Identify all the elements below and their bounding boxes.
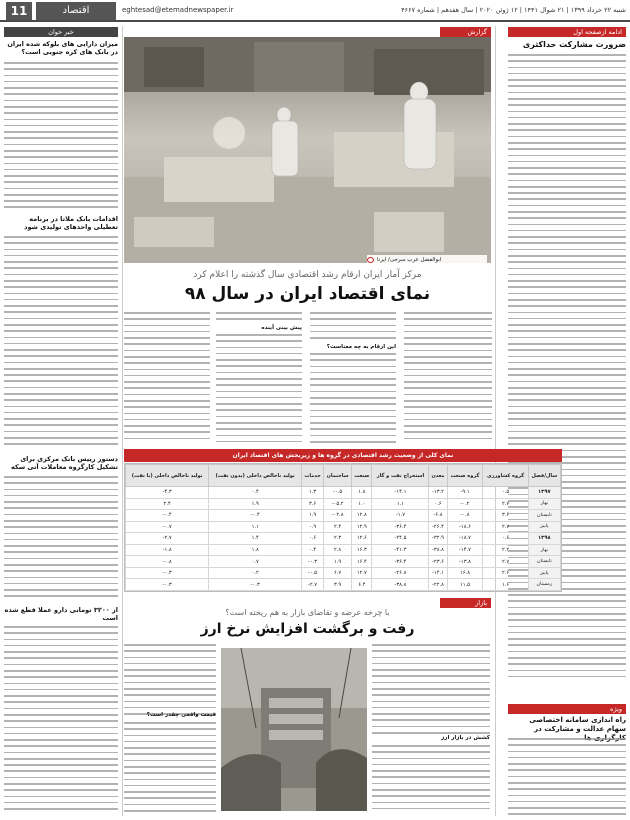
table-header-cell: تولید ناخالص داخلی (بدون نفت) [209, 465, 302, 487]
table-row [126, 556, 561, 568]
table-cell: ۲.۸ [324, 544, 352, 556]
table-cell: ۱۸.۷- [447, 533, 483, 545]
photo-caption-text: ابوالفضل عرب سرخی/ ایرنا [377, 257, 442, 263]
left-body [4, 236, 118, 450]
table-cell: ۲.۷- [302, 579, 324, 591]
left-body [4, 62, 118, 213]
table-period-cell: بهار [528, 498, 560, 510]
table-period-cell: پاییز [528, 567, 560, 579]
left-headline-3[interactable]: دستور رییس بانک مرکزی برای تشکیل کارگروه معاملات آتی سکه [11, 455, 118, 471]
table-cell: ۰.۷ [209, 556, 302, 568]
table-header-cell: استخراج نفت و گاز [372, 465, 429, 487]
table-cell: ۶.۷ [324, 567, 352, 579]
table-cell: ۱۲.۶ [352, 533, 372, 545]
column-divider [122, 26, 123, 816]
table-cell: ۶.۴ [352, 579, 372, 591]
right-bottom-headline[interactable]: راه اندازی سامانه اختصاصی سهام عدالت و مشارکت در [529, 716, 626, 733]
table-cell: ۰.۵- [324, 487, 352, 499]
table-cell: ۱۸.۶- [447, 521, 483, 533]
table-period-cell: پاییز [528, 521, 560, 533]
table-cell: ۱.۱ [372, 498, 429, 510]
table-header-cell: گروه صنعت [447, 465, 483, 487]
table-row [126, 544, 561, 556]
table-cell: ۰.۴- [209, 510, 302, 522]
table-cell: ۱۲.۸ [352, 510, 372, 522]
market-subhead-elasticity: کشش در بازار ارز [441, 735, 490, 741]
table-cell: ۲۳.۶- [429, 556, 447, 568]
subhead-meaning: این ارقام به چه معناست؟ [326, 344, 396, 350]
table-cell: ۳.۹ [324, 579, 352, 591]
table-cell: ۱۴.۱- [429, 567, 447, 579]
market-body-col [124, 644, 216, 719]
table-header-cell: ساختمان [324, 465, 352, 487]
table-period-cell: ۱۳۹۸ [528, 533, 560, 545]
table-cell: ۱۶.۴ [352, 556, 372, 568]
table-cell: ۲.۷ [483, 521, 528, 533]
article-body-col [216, 334, 302, 447]
left-body [4, 626, 118, 814]
table-cell: ۱.۳ [302, 487, 324, 499]
market-body-col [372, 644, 490, 738]
article-body-col [124, 312, 210, 444]
table-title: نمای کلی از وضعیت رشد اقتصادی در گروه ها و زیربخش های اقتصاد ایران [124, 449, 562, 462]
table-cell: ۱۱.۵ [447, 579, 483, 591]
table-period-cell: تابستان [528, 556, 560, 568]
table-cell: ۰.۳- [209, 579, 302, 591]
table-cell: ۰۲.۸- [324, 510, 352, 522]
camera-icon [367, 257, 374, 263]
table-cell: ۶.۸- [429, 510, 447, 522]
table-period-cell: ۱۳۹۷ [528, 487, 560, 499]
table-cell: ۰.۴ [302, 544, 324, 556]
table-cell: ۳۸.۸- [429, 544, 447, 556]
market-kicker: با چرخه عرضه و تقاضای بازار به هم ریخته است؟ [225, 608, 390, 617]
table-cell: ۳.۶ [483, 510, 528, 522]
table-cell: ۲۲.۸- [429, 579, 447, 591]
table-cell: ۰.۶ [429, 498, 447, 510]
left-headline-1[interactable]: میزان دارایی های بلوکه شده ایران در بانک های کره جنوبی است؟ [7, 40, 118, 56]
table-cell: ۱.۰ [352, 498, 372, 510]
gdp-table [124, 463, 562, 592]
table-cell: ۰.۶ [302, 533, 324, 545]
table-period-cell: بهار [528, 544, 560, 556]
table-cell: ۲.۷- [126, 533, 209, 545]
table-cell: ۱.۸- [126, 544, 209, 556]
table-cell: ۱۴.۱- [372, 487, 429, 499]
table-cell: ۳۲.۹- [429, 533, 447, 545]
table-cell: ۱.۸ [352, 487, 372, 499]
table-cell: ۳.۶ [302, 498, 324, 510]
article-body-col [310, 312, 396, 343]
photo-caption [367, 255, 487, 265]
table-cell: ۰.۴- [126, 510, 209, 522]
table-cell: ۰.۲- [447, 498, 483, 510]
table-cell: ۰.۳- [126, 567, 209, 579]
table-cell: ۲.۳ [324, 533, 352, 545]
table-cell: ۰.۲ [209, 567, 302, 579]
table-header-row [126, 465, 561, 487]
right-bottom-body [508, 738, 626, 820]
table-period-cell: زمستان [528, 579, 560, 591]
section-title: اقتصاد [36, 2, 116, 20]
main-photo [124, 37, 491, 263]
left-headline-2[interactable]: اقدامات بانک ملاتا در برنامه تعطیلی واحدهای تولیدی شود [24, 215, 118, 231]
table-cell: ۱۶.۸ [447, 567, 483, 579]
table-cell: ۱.۹ [209, 498, 302, 510]
table-row [126, 579, 561, 591]
table-cell: ۰.۳- [302, 556, 324, 568]
table-header-cell: معدن [429, 465, 447, 487]
table-cell: ۱.۷- [372, 510, 429, 522]
table-cell: ۱۳.۲- [429, 487, 447, 499]
table-cell: ۱۴.۷- [447, 544, 483, 556]
right-column-label: ادامه ازصفحه اول [508, 27, 626, 37]
table-cell: ۲۶.۴- [429, 521, 447, 533]
table-header-cell: تولید ناخالص داخلی (با نفت) [126, 465, 209, 487]
left-body [4, 476, 118, 602]
table-row [126, 567, 561, 579]
market-body-col [124, 722, 216, 816]
table-cell: ۰.۸- [126, 556, 209, 568]
table-row [126, 487, 561, 499]
table-cell: ۰.۶ [483, 533, 528, 545]
table-row [126, 521, 561, 533]
table-cell: ۲.۶ [483, 567, 528, 579]
table-cell: ۴.۳- [126, 487, 209, 499]
table-row [126, 510, 561, 522]
table-cell: ۲۶.۸- [372, 567, 429, 579]
table-header-cell: صنعت [352, 465, 372, 487]
table-cell: ۰.۳- [126, 579, 209, 591]
table-cell: ۱۲.۷ [352, 567, 372, 579]
table-cell: ۳۶.۴- [372, 556, 429, 568]
column-divider [495, 26, 496, 816]
article-headline[interactable]: نمای اقتصاد ایران در سال ۹۸ [184, 284, 431, 304]
table-cell: ۱.۹ [302, 510, 324, 522]
article-body-col [310, 353, 396, 447]
table-cell: ۲۴.۵- [372, 533, 429, 545]
table-cell: ۲.۷ [483, 498, 528, 510]
table-cell: ۰.۴ [209, 487, 302, 499]
article-kicker: مرکز آمار ایران ارقام رشد اقتصادی سال گذشته را اعلام کرد [193, 270, 422, 280]
table-cell: ۱۲.۹ [352, 521, 372, 533]
table-cell: ۱.۱ [209, 521, 302, 533]
table-cell: ۱.۹ [324, 556, 352, 568]
email-link[interactable]: eghtesad@etemadnewspaper.ir [122, 6, 234, 14]
article-body-col [216, 312, 302, 325]
table-cell: ۰۵.۲- [324, 498, 352, 510]
table-cell: ۲.۴ [324, 521, 352, 533]
market-subhead-price: قیمت واقعی چقدر است؟ [146, 712, 216, 718]
left-headline-4[interactable]: از ۳۲۰۰ تومانی دارو عملا قطع شده است [4, 606, 118, 622]
table-cell: ۳۶.۴- [372, 521, 429, 533]
left-column-label: خبر خوان [4, 27, 118, 37]
table-row [126, 533, 561, 545]
market-label: بازار [440, 598, 491, 608]
table-cell: ۱.۴ [209, 533, 302, 545]
table-row [126, 498, 561, 510]
table-cell: ۹.۱- [447, 487, 483, 499]
table-cell: ۳۸.۸- [372, 579, 429, 591]
market-photo [221, 648, 367, 811]
article-body-col [404, 312, 492, 444]
table-cell: ۱.۸ [209, 544, 302, 556]
table-cell: ۰.۹ [302, 521, 324, 533]
table-period-cell: تابستان [528, 510, 560, 522]
table-cell: ۰.۷- [126, 521, 209, 533]
market-headline[interactable]: رفت و برگشت افزایش نرخ ارز [200, 621, 415, 637]
date-line: شنبه ۲۲ خرداد ۱۳۹۹ | ۲۱ شوال ۱۴۴۱ | ۱۲ ژوئن ۲۰۲۰ | سال هفدهم | شماره ۴۶۶۷ [401, 6, 626, 14]
masthead [0, 0, 630, 22]
right-column-headline[interactable]: ضرورت مشارکت حداکثری [522, 40, 626, 49]
page-number: 11 [6, 2, 32, 20]
subhead-forecast: پیش بینی آینده [261, 325, 302, 331]
table-cell: ۱۳.۸- [447, 556, 483, 568]
table-cell: ۰.۵ [483, 487, 528, 499]
table-cell: ۰.۸- [447, 510, 483, 522]
center-label: گزارش [440, 27, 491, 37]
table-cell: ۲.۴ [126, 498, 209, 510]
table-cell: ۱۶.۳ [352, 544, 372, 556]
market-body-col [372, 745, 490, 814]
table-cell: ۴۱.۳- [372, 544, 429, 556]
table-cell: ۱.۶ [483, 579, 528, 591]
right-bottom-label: ویژه [508, 704, 626, 714]
table-cell: ۲.۷ [483, 556, 528, 568]
table-cell: ۲.۲ [483, 544, 528, 556]
table-cell: ۰.۵- [302, 567, 324, 579]
table-header-cell: خدمات [302, 465, 324, 487]
table-header-cell: گروه کشاورزی [483, 465, 528, 487]
table-header-cell: سال/فصل [528, 465, 560, 487]
